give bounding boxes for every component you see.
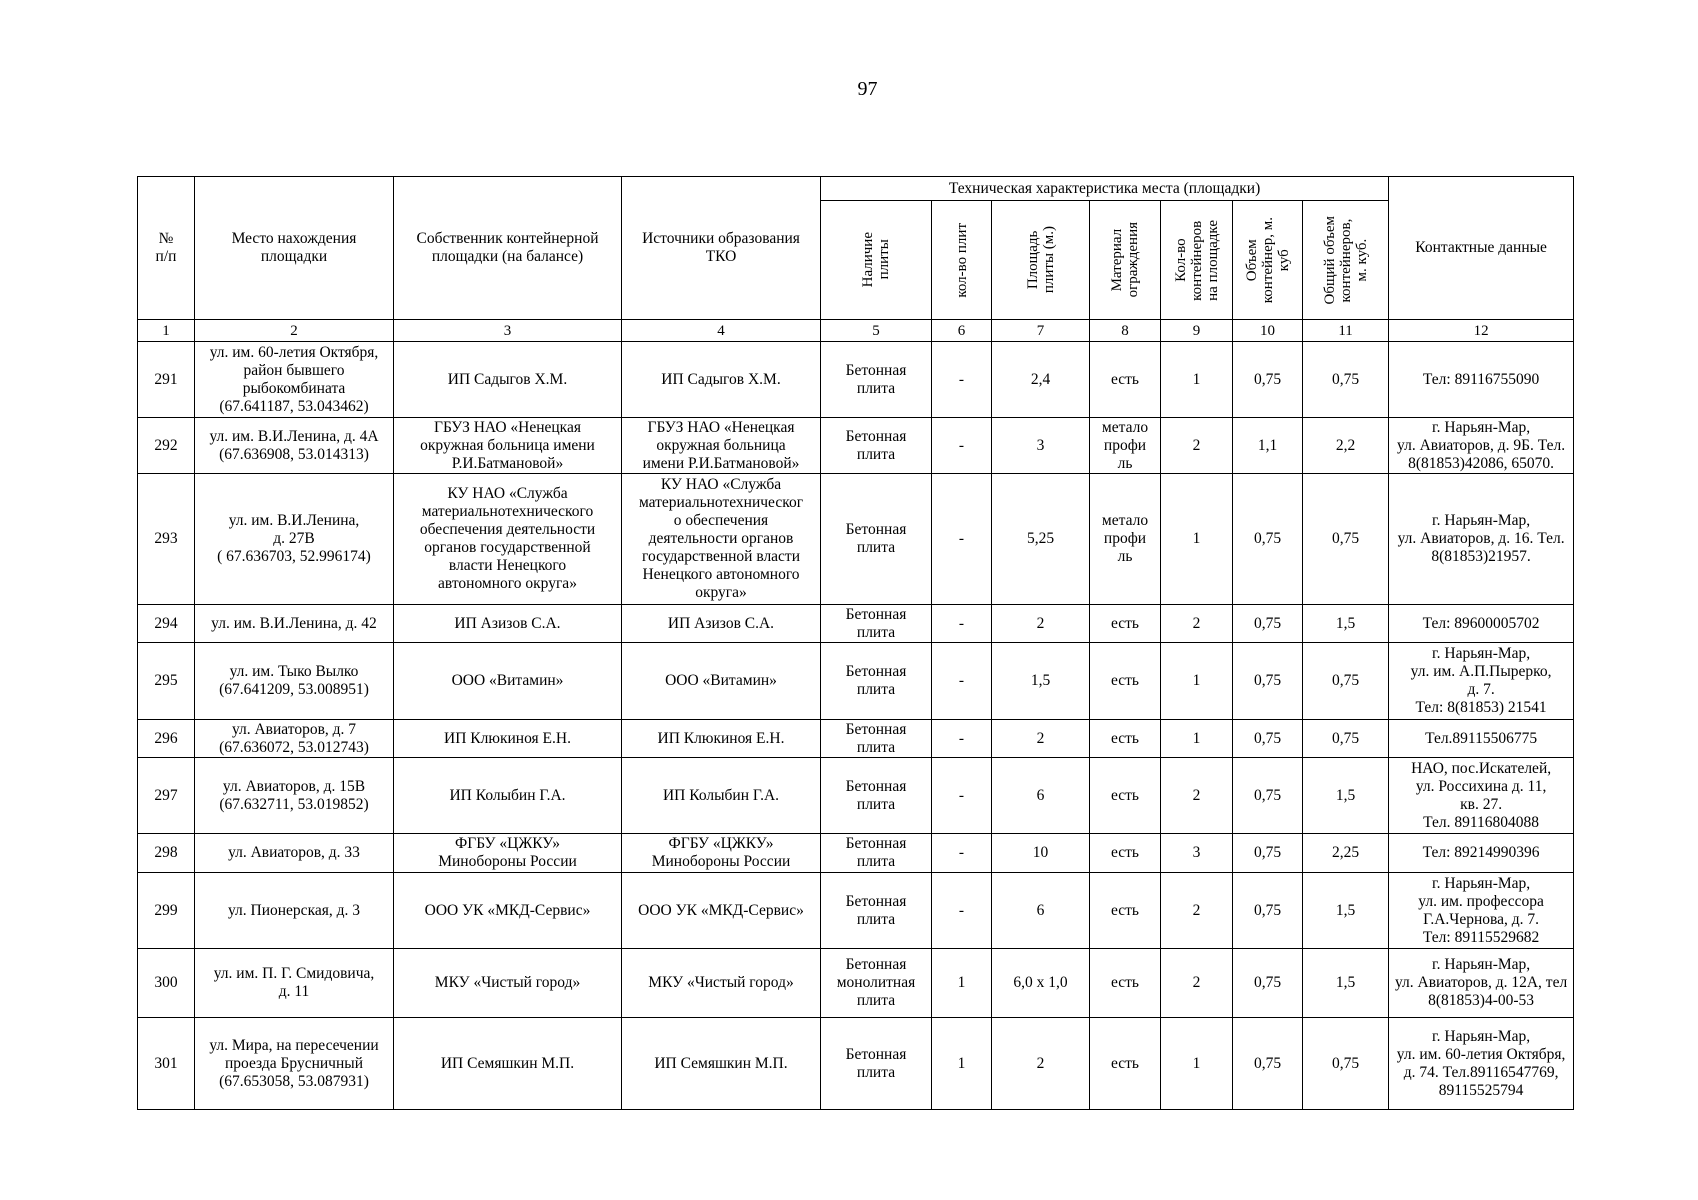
sources-cell: ИП Семяшкин М.П.	[622, 1018, 821, 1110]
location-cell: ул. Авиаторов, д. 15В (67.632711, 53.019852)	[195, 758, 394, 834]
area-cell: 2,4	[992, 342, 1090, 418]
sources-cell: КУ НАО «Служба материальнотехническог о обеспечения деятельности органов государственной власти Ненецкого автономного округа»	[622, 474, 821, 605]
volume-cell: 0,75	[1233, 1018, 1303, 1110]
row-number: 299	[138, 873, 195, 949]
header-contacts: Контактные данные	[1389, 177, 1574, 320]
slab-count-cell: -	[932, 605, 992, 643]
row-number: 298	[138, 834, 195, 873]
fence-cell: есть	[1090, 949, 1161, 1018]
table-row	[138, 1018, 1574, 1110]
sources-cell: ИП Садыгов Х.М.	[622, 342, 821, 418]
column-number: 9	[1161, 320, 1233, 342]
fence-cell: метало профи ль	[1090, 474, 1161, 605]
total-volume-cell: 2,2	[1303, 418, 1389, 474]
header-fence-text: Материал ограждения	[1109, 222, 1141, 298]
header-fence	[1090, 201, 1161, 320]
fence-cell: есть	[1090, 643, 1161, 720]
row-number: 292	[138, 418, 195, 474]
owner-cell: ИП Азизов С.А.	[394, 605, 622, 643]
row-number: 294	[138, 605, 195, 643]
header-total-volume	[1303, 201, 1389, 320]
slab-cell: Бетонная плита	[821, 605, 932, 643]
sources-cell: ИП Клюкиноя Е.Н.	[622, 720, 821, 758]
container-sites-table	[137, 176, 1574, 1110]
slab-count-cell: -	[932, 418, 992, 474]
slab-cell: Бетонная плита	[821, 873, 932, 949]
contacts-cell: г. Нарьян-Мар, ул. Авиаторов, д. 16. Тел. 8(81853)21957.	[1389, 474, 1574, 605]
row-number: 293	[138, 474, 195, 605]
row-number: 301	[138, 1018, 195, 1110]
location-cell: ул. Авиаторов, д. 33	[195, 834, 394, 873]
contacts-cell: Тел: 89214990396	[1389, 834, 1574, 873]
containers-cell: 1	[1161, 643, 1233, 720]
containers-cell: 2	[1161, 418, 1233, 474]
header-area	[992, 201, 1090, 320]
volume-cell: 0,75	[1233, 834, 1303, 873]
column-number-row	[138, 320, 1574, 342]
sources-cell: ФГБУ «ЦЖКУ» Минобороны России	[622, 834, 821, 873]
owner-cell: ФГБУ «ЦЖКУ» Минобороны России	[394, 834, 622, 873]
area-cell: 1,5	[992, 643, 1090, 720]
slab-cell: Бетонная плита	[821, 720, 932, 758]
row-number: 296	[138, 720, 195, 758]
slab-count-cell: -	[932, 342, 992, 418]
slab-cell: Бетонная плита	[821, 342, 932, 418]
contacts-cell: г. Нарьян-Мар, ул. Авиаторов, д. 12А, тел 8(81853)4-00-53	[1389, 949, 1574, 1018]
total-volume-cell: 1,5	[1303, 758, 1389, 834]
area-cell: 6	[992, 758, 1090, 834]
volume-cell: 0,75	[1233, 873, 1303, 949]
owner-cell: ИП Колыбин Г.А.	[394, 758, 622, 834]
fence-cell: есть	[1090, 720, 1161, 758]
column-number: 5	[821, 320, 932, 342]
total-volume-cell: 0,75	[1303, 643, 1389, 720]
column-number: 1	[138, 320, 195, 342]
volume-cell: 0,75	[1233, 758, 1303, 834]
fence-cell: есть	[1090, 758, 1161, 834]
slab-count-cell: -	[932, 758, 992, 834]
sources-cell: ГБУЗ НАО «Ненецкая окружная больница имени Р.И.Батмановой»	[622, 418, 821, 474]
slab-count-cell: -	[932, 643, 992, 720]
owner-cell: ИП Семяшкин М.П.	[394, 1018, 622, 1110]
slab-count-cell: -	[932, 720, 992, 758]
area-cell: 6	[992, 873, 1090, 949]
total-volume-cell: 2,25	[1303, 834, 1389, 873]
location-cell: ул. Мира, на пересечении проезда Брусничный (67.653058, 53.087931)	[195, 1018, 394, 1110]
column-number: 10	[1233, 320, 1303, 342]
slab-count-cell: -	[932, 834, 992, 873]
row-number: 300	[138, 949, 195, 1018]
slab-cell: Бетонная плита	[821, 643, 932, 720]
sources-cell: ООО «Витамин»	[622, 643, 821, 720]
owner-cell: ООО «Витамин»	[394, 643, 622, 720]
column-number: 6	[932, 320, 992, 342]
containers-cell: 2	[1161, 949, 1233, 1018]
area-cell: 10	[992, 834, 1090, 873]
header-slab-count-text: кол-во плит	[953, 222, 970, 298]
column-number: 3	[394, 320, 622, 342]
header-sources: Источники образования ТКО	[622, 177, 821, 320]
owner-cell: ООО УК «МКД-Сервис»	[394, 873, 622, 949]
header-containers	[1161, 201, 1233, 320]
owner-cell: ГБУЗ НАО «Ненецкая окружная больница имени Р.И.Батмановой»	[394, 418, 622, 474]
volume-cell: 0,75	[1233, 643, 1303, 720]
page-number: 97	[857, 78, 878, 100]
table-row	[138, 418, 1574, 474]
fence-cell: есть	[1090, 873, 1161, 949]
header-no: № п/п	[138, 177, 195, 320]
location-cell: ул. им. В.И.Ленина, д. 27В ( 67.636703, 52.996174)	[195, 474, 394, 605]
volume-cell: 1,1	[1233, 418, 1303, 474]
total-volume-cell: 0,75	[1303, 1018, 1389, 1110]
header-slab-text: Наличие плиты	[860, 232, 892, 288]
slab-count-cell: -	[932, 474, 992, 605]
header-location: Место нахождения площадки	[195, 177, 394, 320]
table-row	[138, 342, 1574, 418]
table-row	[138, 949, 1574, 1018]
volume-cell: 0,75	[1233, 605, 1303, 643]
fence-cell: есть	[1090, 834, 1161, 873]
row-number: 297	[138, 758, 195, 834]
location-cell: ул. им. 60-летия Октября, район бывшего рыбокомбината (67.641187, 53.043462)	[195, 342, 394, 418]
row-number: 295	[138, 643, 195, 720]
area-cell: 6,0 x 1,0	[992, 949, 1090, 1018]
column-number: 11	[1303, 320, 1389, 342]
area-cell: 2	[992, 720, 1090, 758]
contacts-cell: Тел: 89600005702	[1389, 605, 1574, 643]
area-cell: 3	[992, 418, 1090, 474]
location-cell: ул. Авиаторов, д. 7 (67.636072, 53.012743)	[195, 720, 394, 758]
header-slab	[821, 201, 932, 320]
table-body	[138, 320, 1574, 1110]
containers-cell: 2	[1161, 758, 1233, 834]
table-row	[138, 643, 1574, 720]
contacts-cell: г. Нарьян-Мар, ул. им. 60-летия Октября, д. 74. Тел.89116547769, 89115525794	[1389, 1018, 1574, 1110]
slab-count-cell: 1	[932, 949, 992, 1018]
volume-cell: 0,75	[1233, 949, 1303, 1018]
slab-count-cell: 1	[932, 1018, 992, 1110]
slab-cell: Бетонная плита	[821, 474, 932, 605]
header-volume	[1233, 201, 1303, 320]
header-slab-count	[932, 201, 992, 320]
slab-cell: Бетонная плита	[821, 834, 932, 873]
containers-cell: 1	[1161, 720, 1233, 758]
owner-cell: ИП Садыгов Х.М.	[394, 342, 622, 418]
table-row	[138, 834, 1574, 873]
fence-cell: есть	[1090, 1018, 1161, 1110]
slab-cell: Бетонная плита	[821, 758, 932, 834]
header-containers-text: Кол-во контейнеров на площадке	[1172, 219, 1221, 301]
location-cell: ул. им. В.И.Ленина, д. 42	[195, 605, 394, 643]
sources-cell: ИП Азизов С.А.	[622, 605, 821, 643]
containers-cell: 3	[1161, 834, 1233, 873]
total-volume-cell: 0,75	[1303, 720, 1389, 758]
volume-cell: 0,75	[1233, 342, 1303, 418]
table-row	[138, 720, 1574, 758]
area-cell: 2	[992, 605, 1090, 643]
volume-cell: 0,75	[1233, 474, 1303, 605]
total-volume-cell: 1,5	[1303, 873, 1389, 949]
contacts-cell: г. Нарьян-Мар, ул. Авиаторов, д. 9Б. Тел. 8(81853)42086, 65070.	[1389, 418, 1574, 474]
column-number: 7	[992, 320, 1090, 342]
column-number: 12	[1389, 320, 1574, 342]
column-number: 8	[1090, 320, 1161, 342]
fence-cell: метало профи ль	[1090, 418, 1161, 474]
row-number: 291	[138, 342, 195, 418]
contacts-cell: г. Нарьян-Мар, ул. им. А.П.Пырерко, д. 7. Тел: 8(81853) 21541	[1389, 643, 1574, 720]
table-row	[138, 474, 1574, 605]
contacts-cell: Тел: 89116755090	[1389, 342, 1574, 418]
header-total-volume-text: Общий объем контейнеров, м. куб.	[1321, 215, 1370, 305]
volume-cell: 0,75	[1233, 720, 1303, 758]
containers-cell: 2	[1161, 605, 1233, 643]
containers-cell: 1	[1161, 1018, 1233, 1110]
total-volume-cell: 1,5	[1303, 949, 1389, 1018]
table-row	[138, 873, 1574, 949]
containers-cell: 2	[1161, 873, 1233, 949]
total-volume-cell: 1,5	[1303, 605, 1389, 643]
column-number: 2	[195, 320, 394, 342]
area-cell: 2	[992, 1018, 1090, 1110]
area-cell: 5,25	[992, 474, 1090, 605]
owner-cell: ИП Клюкиноя Е.Н.	[394, 720, 622, 758]
containers-cell: 1	[1161, 474, 1233, 605]
slab-cell: Бетонная плита	[821, 418, 932, 474]
header-tech-group: Техническая характеристика места (площадки)	[821, 177, 1389, 201]
slab-count-cell: -	[932, 873, 992, 949]
total-volume-cell: 0,75	[1303, 342, 1389, 418]
slab-cell: Бетонная монолитная плита	[821, 949, 932, 1018]
header-row	[138, 177, 1574, 201]
location-cell: ул. им. Тыко Вылко (67.641209, 53.008951)	[195, 643, 394, 720]
location-cell: ул. им. В.И.Ленина, д. 4А (67.636908, 53.014313)	[195, 418, 394, 474]
total-volume-cell: 0,75	[1303, 474, 1389, 605]
contacts-cell: г. Нарьян-Мар, ул. им. профессора Г.А.Чернова, д. 7. Тел: 89115529682	[1389, 873, 1574, 949]
header-area-text: Площадь плиты (м.)	[1024, 226, 1057, 294]
containers-cell: 1	[1161, 342, 1233, 418]
table-row	[138, 758, 1574, 834]
owner-cell: МКУ «Чистый город»	[394, 949, 622, 1018]
fence-cell: есть	[1090, 605, 1161, 643]
header-owner: Собственник контейнерной площадки (на балансе)	[394, 177, 622, 320]
location-cell: ул. им. П. Г. Смидовича, д. 11	[195, 949, 394, 1018]
contacts-cell: НАО, пос.Искателей, ул. Россихина д. 11, кв. 27. Тел. 89116804088	[1389, 758, 1574, 834]
location-cell: ул. Пионерская, д. 3	[195, 873, 394, 949]
header-volume-text: Объем контейнер, м. куб	[1243, 216, 1292, 304]
sources-cell: ООО УК «МКД-Сервис»	[622, 873, 821, 949]
fence-cell: есть	[1090, 342, 1161, 418]
table-row	[138, 605, 1574, 643]
sources-cell: МКУ «Чистый город»	[622, 949, 821, 1018]
contacts-cell: Тел.89115506775	[1389, 720, 1574, 758]
sources-cell: ИП Колыбин Г.А.	[622, 758, 821, 834]
slab-cell: Бетонная плита	[821, 1018, 932, 1110]
owner-cell: КУ НАО «Служба материальнотехнического обеспечения деятельности органов государственной власти Ненецкого автономного округа»	[394, 474, 622, 605]
column-number: 4	[622, 320, 821, 342]
